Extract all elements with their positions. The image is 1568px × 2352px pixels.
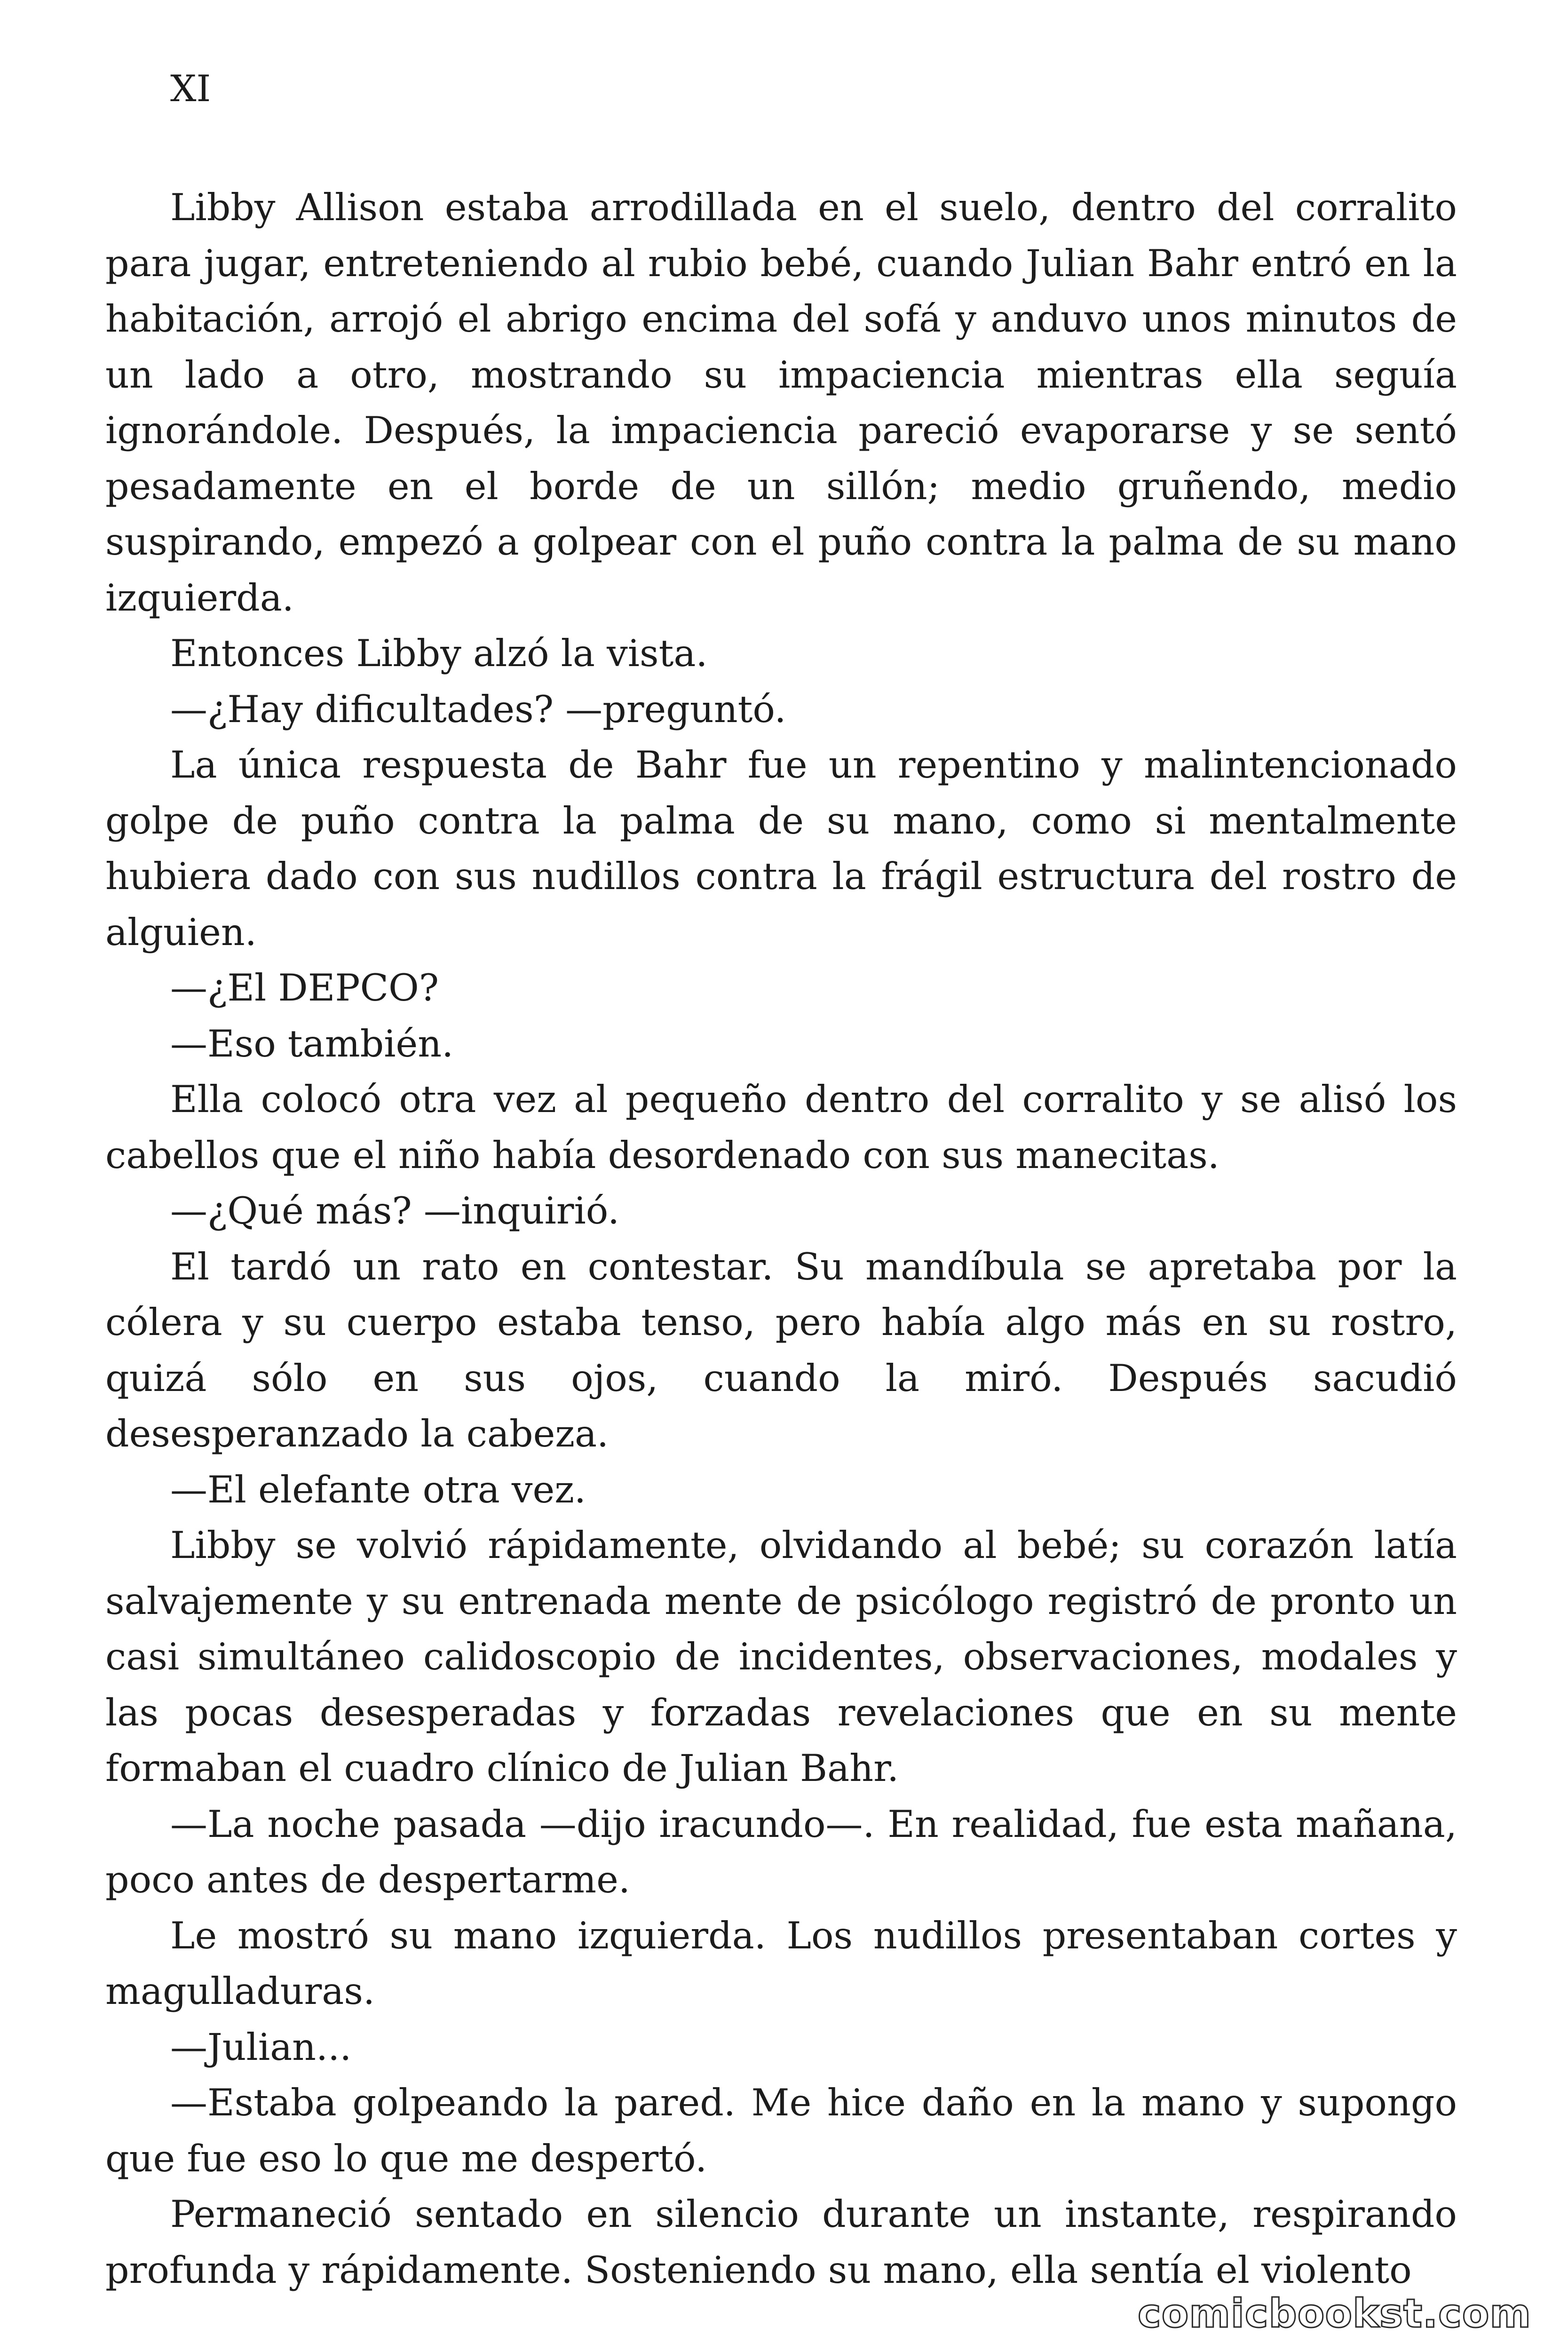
chapter-number: XI	[170, 68, 211, 110]
paragraph: El tardó un rato en contestar. Su mandíbula se apretaba por la cólera y su cuerpo estaba tenso, pero había algo más en su rostro, quizá sólo en sus ojos, cuando la miró. Después sacudió desesperanzado la cabeza.	[105, 1245, 1457, 1455]
paragraph: Permaneció sentado en silencio durante un instante, respirando profunda y rápidamente. Sosteniendo su mano, ella sentía el violento	[105, 2193, 1457, 2292]
paragraph: —¿Qué más? —inquirió.	[170, 1189, 620, 1232]
paragraph: Ella colocó otra vez al pequeño dentro del corralito y se alisó los cabellos que el niño había desordenado con sus manecitas.	[105, 1078, 1457, 1177]
paragraph: Libby Allison estaba arrodillada en el suelo, dentro del corralito para jugar, entreteniendo al rubio bebé, cuando Julian Bahr entró en la habitación, arrojó el abrigo encima del sofá y anduvo unos minutos de un lado a otro, mostrando su impaciencia mientras ella seguía ignorándole. Después, la impaciencia pareció evaporarse y se sentó pesadamente en el borde de un sillón; medio gruñendo, medio suspirando, empezó a golpear con el puño contra la palma de su mano izquierda.	[105, 186, 1457, 620]
paragraph: —El elefante otra vez.	[170, 1468, 586, 1511]
paragraph: —¿El DEPCO?	[170, 966, 439, 1009]
watermark: comicbookst.com	[1137, 2290, 1531, 2336]
paragraph: La única respuesta de Bahr fue un repentino y malintencionado golpe de puño contra la palma de su mano, como si mentalmente hubiera dado con sus nudillos contra la frágil estructura del rostro de alguien.	[105, 743, 1457, 954]
paragraph: —Eso también.	[170, 1022, 454, 1065]
paragraph: Entonces Libby alzó la vista.	[170, 632, 708, 675]
paragraph: Libby se volvió rápidamente, olvidando al bebé; su corazón latía salvajemente y su entrenada mente de psicólogo registró de pronto un casi simultáneo calidoscopio de incidentes, observaciones, modales y las pocas desesperadas y forzadas revelaciones que en su mente formaban el cuadro clínico de Julian Bahr.	[105, 1524, 1457, 1790]
paragraph: —La noche pasada —dijo iracundo—. En realidad, fue esta mañana, poco antes de despertarme.	[105, 1802, 1457, 1901]
paragraph: —Estaba golpeando la pared. Me hice daño en la mano y supongo que fue eso lo que me despertó.	[105, 2081, 1457, 2180]
chapter-text	[105, 180, 1457, 2298]
paragraph: —¿Hay dificultades? —preguntó.	[170, 687, 786, 731]
paragraph: Le mostró su mano izquierda. Los nudillos presentaban cortes y magulladuras.	[105, 1914, 1457, 2013]
paragraph: —Julian...	[170, 2025, 352, 2069]
